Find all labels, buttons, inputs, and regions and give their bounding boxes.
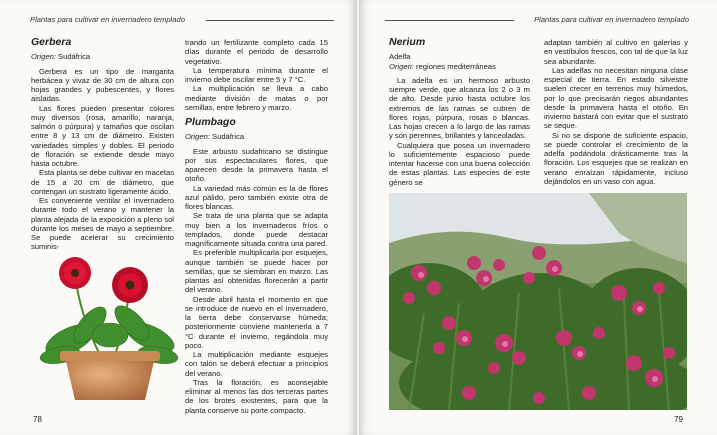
plumbago-paragraph: Tras la floración, es aconsejable eliminar al menos las dos terceras partes de los brotes existentes, para que la planta conserve su porte compacto. — [185, 377, 328, 415]
gerbera-paragraph: Es conveniente ventilar el invernadero durante todo el verano y mantener la planta alejada de la exposición a pleno sol durante los meses de mayo a septiembre. Se puede acelerar su crecimiento suminis- — [31, 196, 174, 252]
gerbera-paragraph: trando un fertilizante completo cada 15 días durante el periodo de desarrollo vegetativo. — [185, 38, 328, 66]
nerium-title: Nerium — [389, 36, 426, 48]
page-number-left: 78 — [33, 415, 42, 424]
gerbera-paragraph: Gerbera es un tipo de margarita herbácea y vivaz de 30 cm de altura con hojas grandes y pubescentes, y flores aisladas. — [31, 66, 174, 104]
plumbago-title: Plumbago — [185, 116, 236, 128]
gerbera-origin — [31, 52, 174, 61]
plumbago-paragraph: La variedad más común es la de flores azul pálido, pero también existe otra de flores blancas. — [185, 183, 328, 211]
plumbago-paragraph: La multiplicación mediante esquejes con talón se deberá efectuar a principios del verano. — [185, 350, 328, 378]
nerium-paragraph: Las adelfas no necesitan ninguna clase especial de tierra. En estado silvestre suelen crecer en terrenos muy húmedos, por lo que precisarán riegos abundantes desde la primavera hasta el otoño. En invierno bastará con evitar que el sustrato se seque. — [544, 65, 688, 131]
gerbera-column — [31, 38, 174, 252]
gerbera-title: Gerbera — [31, 36, 72, 48]
gerbera-origin-label: Origen: — [31, 52, 56, 62]
plumbago-origin-label: Origen: — [185, 132, 210, 142]
nerium-column — [389, 38, 530, 187]
plumbago-paragraph: Se trata de una planta que se adapta muy bien a los invernaderos fríos o templados, donde puede destacar magníficamente situada contra una pared. — [185, 211, 328, 248]
left-page — [0, 0, 357, 435]
nerium-paragraph: Si no se dispone de suficiente espacio, se puede controlar el crecimiento de la adelfa podándola drásticamente tras la floración. Los esquejes que se realizan en verano enraízan rápidamente, incluso dejándolos en un vaso con agua. — [544, 130, 688, 186]
running-head-right: Plantas para cultivar en invernadero templado — [534, 15, 689, 24]
plumbago-paragraph: Desde abril hasta el momento en que se introduce de nuevo en el invernadero, la tierra debe conservarse húmeda; posteriormente conviene mantenerla a 7 °C durante el invierno, regándola muy poco. — [185, 294, 328, 350]
gerbera-photo — [40, 245, 180, 405]
nerium-common-name-text: Adelfa — [389, 52, 411, 62]
header-rule-right — [385, 20, 514, 21]
plumbago-paragraph: Es preferible multiplicarla por esquejes, aunque también se puede hacer por semillas, que se siembran en marzo. Las plantas así obtenidas florecerán a partir del verano. — [185, 248, 328, 295]
nerium-paragraph: Cualquiera que posea un invernadero lo suficientemente espacioso puede intentar hacerse con una buena colección de estas plantas. Las especies de este género se — [389, 140, 530, 187]
gerbera-paragraph: La multiplicación se lleva a cabo mediante división de matas o por semillas, entre febrero y marzo. — [185, 84, 328, 112]
left-second-column — [185, 38, 328, 415]
header-rule-left — [206, 20, 334, 21]
nerium-paragraph: La adelfa es un hermoso arbusto siempre verde, que alcanza los 2 o 3 m de alto. Desde junio hasta octubre los extremos de las ramas se cubren de flores rojas, púrpura, rosas o blancas. Las hojas crecen a lo largo de las ramas y son perennes, brillantes y lanceoladas. — [389, 75, 530, 141]
nerium-common-name — [389, 52, 530, 61]
gerbera-origin-value: Sudáfrica — [58, 52, 91, 62]
plumbago-origin — [185, 132, 328, 141]
nerium-paragraph: adaptan también al cultivo en galerías y en vestíbulos frescos, con tal de que la luz sea abundante. — [544, 38, 688, 66]
running-head-left: Plantas para cultivar en invernadero templado — [30, 15, 185, 24]
gerbera-paragraph: La temperatura mínima durante el invierno debe oscilar entre 5 y 7 °C. — [185, 65, 328, 84]
plumbago-origin-value: Sudáfrica — [212, 132, 245, 142]
nerium-origin — [389, 62, 530, 71]
right-second-column — [544, 38, 688, 186]
nerium-origin-value: regiones mediterráneas — [416, 61, 496, 71]
oleander-photo — [389, 193, 687, 410]
nerium-origin-label: Origen: — [389, 61, 414, 71]
plumbago-paragraph: Este arbusto sudafricano se distingue por sus espectaculares flores, que aparecen desde la primavera hasta el otoño. — [185, 146, 328, 184]
page-number-right: 79 — [674, 415, 683, 424]
gerbera-paragraph: Las flores pueden presentar colores muy diversos (rosa, amarillo, naranja, salmón o púrpura) y tamaños que oscilan entre 8 y 13 cm de diámetro. Existen variedades simples y dobles. El periodo de floración se extiende desde mayo hasta octubre. — [31, 103, 174, 168]
gerbera-paragraph: Esta planta se debe cultivar en macetas de 15 a 20 cm de diámetro, que contengan un sustrato ligeramente ácido. — [31, 168, 174, 196]
right-page — [359, 0, 717, 435]
